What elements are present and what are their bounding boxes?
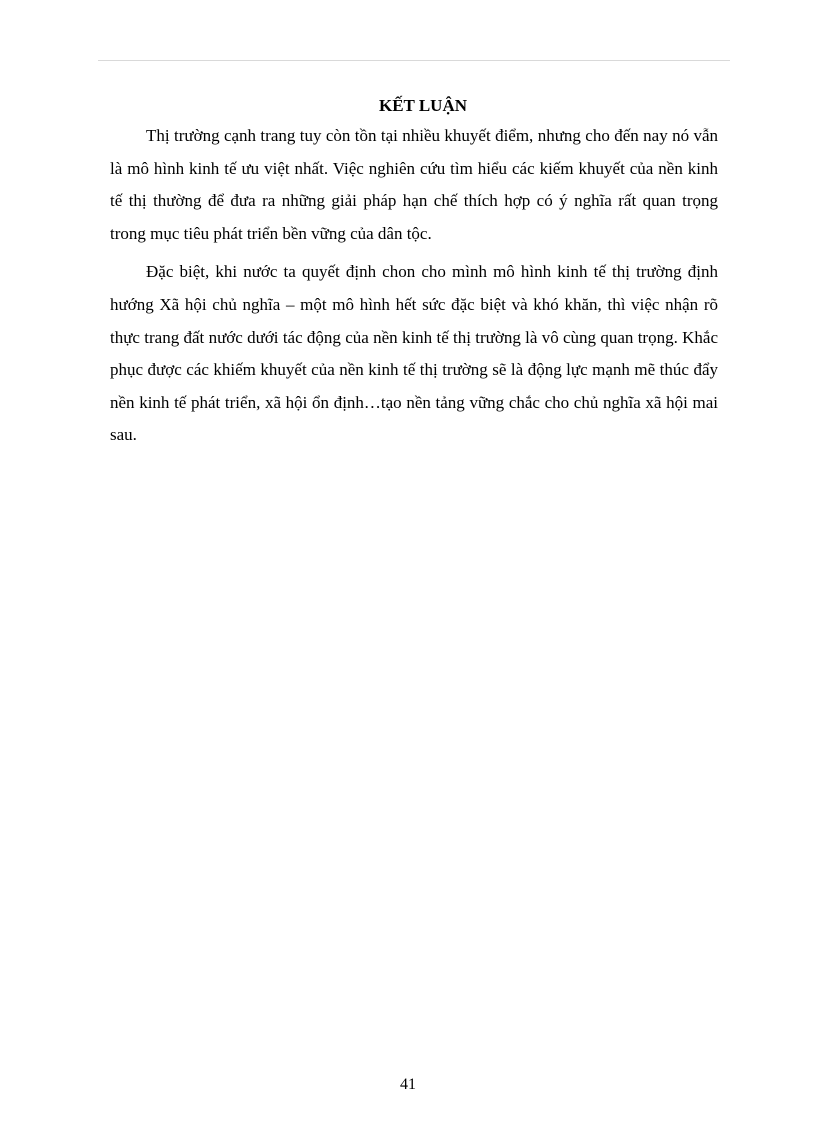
page-number: 41 bbox=[400, 1076, 416, 1093]
page-title: KẾT LUẬN bbox=[378, 96, 467, 115]
document-body bbox=[110, 92, 718, 452]
paragraph-2: Đặc biệt, khi nước ta quyết định chon cho mình mô hình kinh tế thị trường định hướng Xã hội chủ nghĩa – một mô hình hết sức đặc biệt và khó khăn, thì việc nhận rõ thực trang đất nước dưới tác động của nền kinh tế thị trường là vô cùng quan trọng. Khắc phục được các khiếm khuyết của nền kinh tế thị trường sẽ là động lực mạnh mẽ thúc đẩy nền kinh tế phát triển, xã hội ổn định…tạo nền tảng vững chắc cho chủ nghĩa xã hội mai sau. bbox=[110, 262, 718, 445]
paragraph-1: Thị trường cạnh trang tuy còn tồn tại nhiều khuyết điểm, nhưng cho đến nay nó vẫn là mô hình kinh tế ưu việt nhất. Việc nghiên cứu tìm hiểu các kiếm khuyết của nền kinh tế thị thường để đưa ra những giải pháp hạn chế thích hợp có ý nghĩa rất quan trọng trong mục tiêu phát triển bền vững của dân tộc. bbox=[110, 126, 718, 243]
